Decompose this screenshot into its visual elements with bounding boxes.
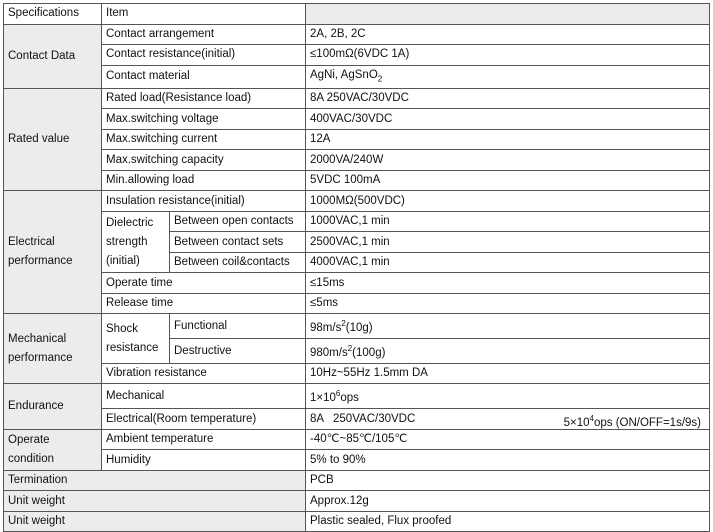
value-max-switching-voltage: 400VAC/30VDC bbox=[306, 109, 710, 130]
table-row bbox=[4, 45, 710, 66]
item-humidity: Humidity bbox=[102, 450, 306, 471]
category-electrical-performance bbox=[4, 191, 102, 314]
category-contact-data: Contact Data bbox=[4, 24, 102, 88]
superscript: 4 bbox=[589, 414, 594, 424]
item-between-open-contacts: Between open contacts bbox=[170, 211, 306, 232]
item-dielectric-strength bbox=[102, 211, 170, 273]
item-max-switching-current: Max.switching current bbox=[102, 129, 306, 150]
label-line: (initial) bbox=[106, 254, 140, 267]
value-max-switching-capacity: 2000VA/240W bbox=[306, 150, 710, 171]
label-line: Shock bbox=[106, 322, 138, 335]
value-text: AgNi, AgSnO bbox=[310, 68, 378, 81]
value-between-coil-contacts: 4000VAC,1 min bbox=[306, 252, 710, 273]
item-vibration-resistance: Vibration resistance bbox=[102, 363, 306, 384]
table-row bbox=[4, 211, 710, 232]
item-contact-arrangement: Contact arrangement bbox=[102, 24, 306, 45]
value-humidity: 5% to 90% bbox=[306, 450, 710, 471]
table-row bbox=[4, 65, 710, 88]
value-text: 5×10 bbox=[563, 417, 590, 430]
table-row bbox=[4, 363, 710, 384]
table-row bbox=[4, 150, 710, 171]
value-operate-time: ≤15ms bbox=[306, 273, 710, 294]
value-text: 98m/s bbox=[310, 322, 342, 335]
value-mechanical-endurance bbox=[306, 384, 710, 409]
value-text: (100g) bbox=[352, 346, 386, 359]
table-row bbox=[4, 191, 710, 212]
item-shock-resistance bbox=[102, 314, 170, 364]
table-row bbox=[4, 24, 710, 45]
value-min-allowing-load: 5VDC 100mA bbox=[306, 170, 710, 191]
value-vibration-resistance: 10Hz~55Hz 1.5mm DA bbox=[306, 363, 710, 384]
value-release-time: ≤5ms bbox=[306, 293, 710, 314]
item-min-allowing-load: Min.allowing load bbox=[102, 170, 306, 191]
table-row bbox=[4, 129, 710, 150]
superscript: 2 bbox=[347, 344, 353, 354]
item-mechanical-endurance: Mechanical bbox=[102, 384, 306, 409]
header-item: Item bbox=[102, 4, 306, 25]
value-ambient-temperature: -40℃~85℃/105℃ bbox=[306, 429, 710, 450]
table-row bbox=[4, 409, 710, 430]
item-operate-time: Operate time bbox=[102, 273, 306, 294]
item-contact-material: Contact material bbox=[102, 65, 306, 88]
value-contact-arrangement: 2A, 2B, 2C bbox=[306, 24, 710, 45]
value-functional bbox=[306, 314, 710, 339]
value-electrical-endurance bbox=[306, 409, 710, 430]
category-rated-value: Rated value bbox=[4, 88, 102, 191]
value-text-left: 8A 250VAC/30VDC bbox=[310, 412, 416, 425]
table-row bbox=[4, 491, 710, 512]
label-line: Dielectric bbox=[106, 216, 154, 229]
table-row bbox=[4, 170, 710, 191]
value-text: ops (ON/OFF=1s/9s) bbox=[593, 417, 701, 430]
category-endurance: Endurance bbox=[4, 384, 102, 429]
header-specifications: Specifications bbox=[4, 4, 102, 25]
table-row bbox=[4, 470, 710, 491]
label-line: strength bbox=[106, 235, 148, 248]
item-between-contact-sets: Between contact sets bbox=[170, 232, 306, 253]
item-between-coil-contacts: Between coil&contacts bbox=[170, 252, 306, 273]
value-between-contact-sets: 2500VAC,1 min bbox=[306, 232, 710, 253]
table-row bbox=[4, 511, 710, 532]
subscript: 2 bbox=[377, 73, 383, 83]
value-contact-material bbox=[306, 65, 710, 88]
table-row bbox=[4, 450, 710, 471]
value-insulation-resistance: 1000MΩ(500VDC) bbox=[306, 191, 710, 212]
item-max-switching-capacity: Max.switching capacity bbox=[102, 150, 306, 171]
table-row bbox=[4, 429, 710, 450]
item-release-time: Release time bbox=[102, 293, 306, 314]
category-line: condition bbox=[8, 452, 55, 465]
header-value-cell bbox=[306, 4, 710, 25]
category-line: performance bbox=[8, 351, 73, 364]
item-destructive: Destructive bbox=[170, 339, 306, 364]
category-line: Mechanical bbox=[8, 332, 67, 345]
value-max-switching-current: 12A bbox=[306, 129, 710, 150]
table-row bbox=[4, 273, 710, 294]
value-destructive bbox=[306, 339, 710, 364]
value-text-right bbox=[564, 409, 701, 429]
item-contact-resistance: Contact resistance(initial) bbox=[102, 45, 306, 66]
category-operate-condition bbox=[4, 429, 102, 470]
category-unit-weight: Unit weight bbox=[4, 491, 306, 512]
item-ambient-temperature: Ambient temperature bbox=[102, 429, 306, 450]
value-contact-resistance: ≤100mΩ(6VDC 1A) bbox=[306, 45, 710, 66]
value-termination: PCB bbox=[306, 470, 710, 491]
category-line: performance bbox=[8, 255, 73, 268]
category-unit-weight-2: Unit weight bbox=[4, 511, 306, 532]
value-between-open-contacts: 1000VAC,1 min bbox=[306, 211, 710, 232]
item-functional: Functional bbox=[170, 314, 306, 339]
item-rated-load: Rated load(Resistance load) bbox=[102, 88, 306, 109]
value-unit-weight: Approx.12g bbox=[306, 491, 710, 512]
category-line: Electrical bbox=[8, 236, 55, 249]
table-row bbox=[4, 88, 710, 109]
item-electrical-endurance: Electrical(Room temperature) bbox=[102, 409, 306, 430]
value-text: 980m/s bbox=[310, 346, 348, 359]
value-text: ops bbox=[340, 392, 359, 405]
table-row bbox=[4, 384, 710, 409]
value-text: 1×10 bbox=[310, 392, 336, 405]
superscript: 2 bbox=[341, 319, 346, 329]
label-line: resistance bbox=[106, 341, 159, 354]
category-line: Operate bbox=[8, 433, 50, 446]
item-insulation-resistance: Insulation resistance(initial) bbox=[102, 191, 306, 212]
table-row bbox=[4, 109, 710, 130]
category-mechanical-performance bbox=[4, 314, 102, 384]
table-header-row bbox=[4, 4, 710, 25]
value-construction: Plastic sealed, Flux proofed bbox=[306, 511, 710, 532]
item-max-switching-voltage: Max.switching voltage bbox=[102, 109, 306, 130]
specifications-table bbox=[3, 3, 710, 532]
table-row bbox=[4, 293, 710, 314]
category-termination: Termination bbox=[4, 470, 306, 491]
superscript: 6 bbox=[335, 389, 341, 399]
value-rated-load: 8A 250VAC/30VDC bbox=[306, 88, 710, 109]
table-row bbox=[4, 314, 710, 339]
value-text: (10g) bbox=[345, 322, 373, 335]
